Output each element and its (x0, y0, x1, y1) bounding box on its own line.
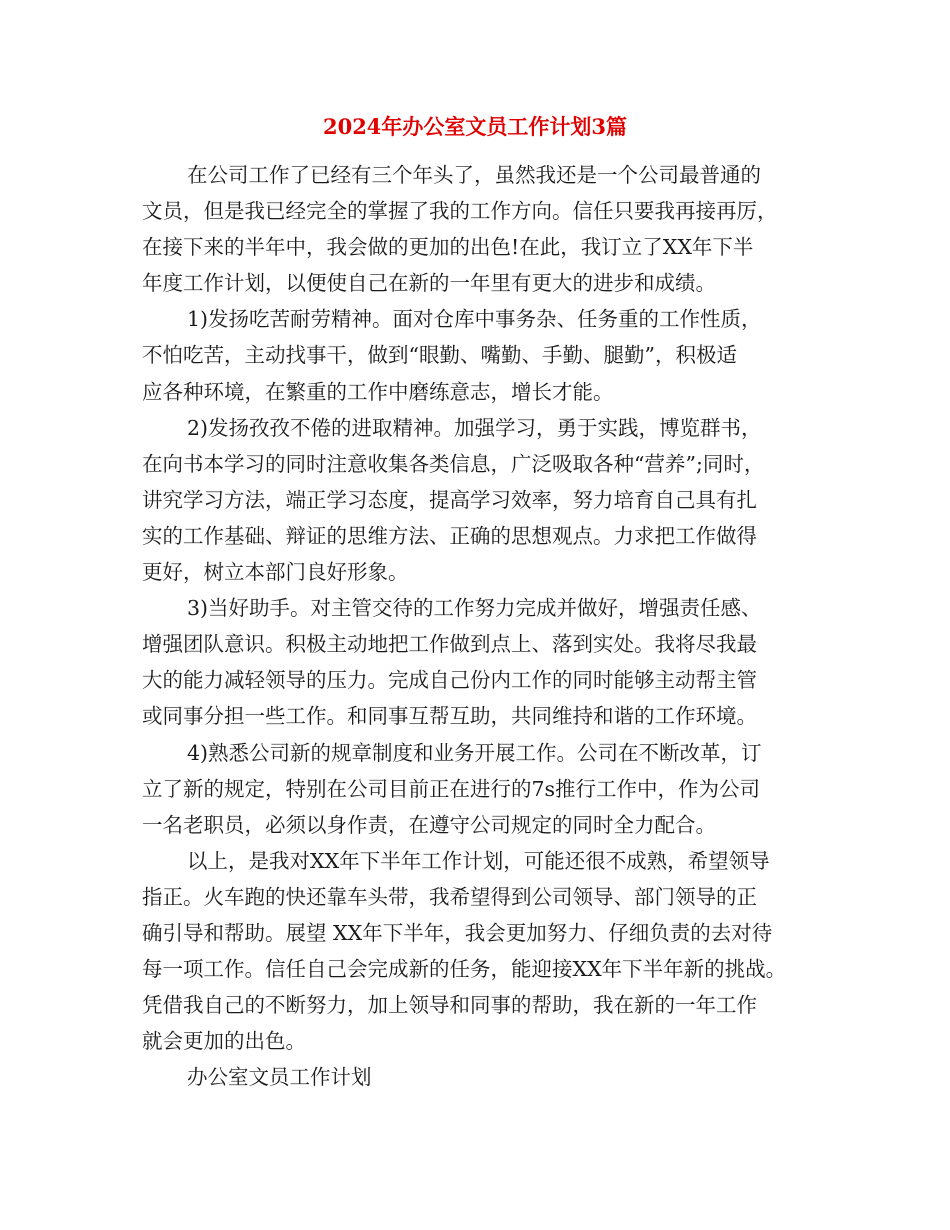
paragraph-line: 3)当好助手。对主管交待的工作努力完成并做好，增强责任感、 (187, 596, 762, 621)
paragraph-line: 凭借我自己的不断努力，加上领导和同事的帮助，我在新的一年工作 (142, 993, 757, 1018)
paragraph-line: 立了新的规定，特别在公司目前正在进行的7s推行工作中，作为公司 (142, 776, 761, 801)
paragraph-line: 在向书本学习的同时注意收集各类信息，广泛吸取各种“营养”;同时， (142, 451, 765, 476)
paragraph-line: 增强团队意识。积极主动地把工作做到点上、落到实处。我将尽我最 (142, 632, 757, 657)
paragraph-line: 2)发扬孜孜不倦的进取精神。加强学习，勇于实践，博览群书， (187, 415, 762, 440)
paragraph-line: 更好，树立本部门良好形象。 (142, 560, 409, 585)
paragraph-line: 以上，是我对XX年下半年工作计划，可能还很不成熟，希望领导 (187, 848, 770, 873)
paragraph-line: 指正。火车跑的快还靠车头带，我希望得到公司领导、部门领导的正 (142, 884, 757, 909)
paragraph-line: 实的工作基础、辩证的思维方法、正确的思想观点。力求把工作做得 (142, 523, 757, 548)
paragraph (142, 735, 812, 843)
paragraph (142, 301, 812, 409)
paragraph (142, 843, 812, 1060)
paragraph-line: 不怕吃苦，主动找事干，做到“眼勤、嘴勤、手勤、腿勤”，积极适 (142, 343, 737, 368)
paragraph-line: 就会更加的出色。 (142, 1029, 306, 1054)
document-title: 2024年办公室文员工作计划3篇 (322, 114, 628, 139)
paragraph-line: 或同事分担一些工作。和同事互帮互助，共同维持和谐的工作环境。 (142, 704, 757, 729)
paragraph-line: 一名老职员，必须以身作责，在遵守公司规定的同时全力配合。 (142, 812, 716, 837)
paragraph (142, 590, 812, 734)
document-body (142, 157, 812, 1095)
paragraph-line: 4)熟悉公司新的规章制度和业务开展工作。公司在不断改革，订 (187, 740, 762, 765)
paragraph-line: 办公室文员工作计划 (187, 1065, 372, 1090)
paragraph-line: 1)发扬吃苦耐劳精神。面对仓库中事务杂、任务重的工作性质， (187, 307, 762, 332)
paragraph (142, 157, 812, 301)
paragraph-line: 每一项工作。信任自己会完成新的任务，能迎接XX年下半年新的挑战。 (142, 957, 787, 982)
paragraph-line: 在公司工作了已经有三个年头了，虽然我还是一个公司最普通的 (187, 163, 761, 187)
paragraph-line: 大的能力减轻领导的压力。完成自己份内工作的同时能够主动帮主管 (142, 668, 757, 693)
paragraph-line: 在接下来的半年中，我会做的更加的出色!在此，我订立了XX年下半 (142, 235, 754, 260)
paragraph (142, 410, 812, 590)
paragraph-line: 应各种环境，在繁重的工作中磨练意志，增长才能。 (142, 379, 614, 404)
paragraph-line: 年度工作计划，以便使自己在新的一年里有更大的进步和成绩。 (142, 271, 716, 296)
paragraph (142, 1059, 812, 1095)
paragraph-line: 文员，但是我已经完全的掌握了我的工作方向。信任只要我再接再厉， (142, 199, 778, 224)
paragraph-line: 讲究学习方法，端正学习态度，提高学习效率，努力培育自己具有扎 (142, 487, 757, 512)
paragraph-line: 确引导和帮助。展望 XX年下半年，我会更加努力、仔细负责的去对待 (142, 920, 773, 945)
